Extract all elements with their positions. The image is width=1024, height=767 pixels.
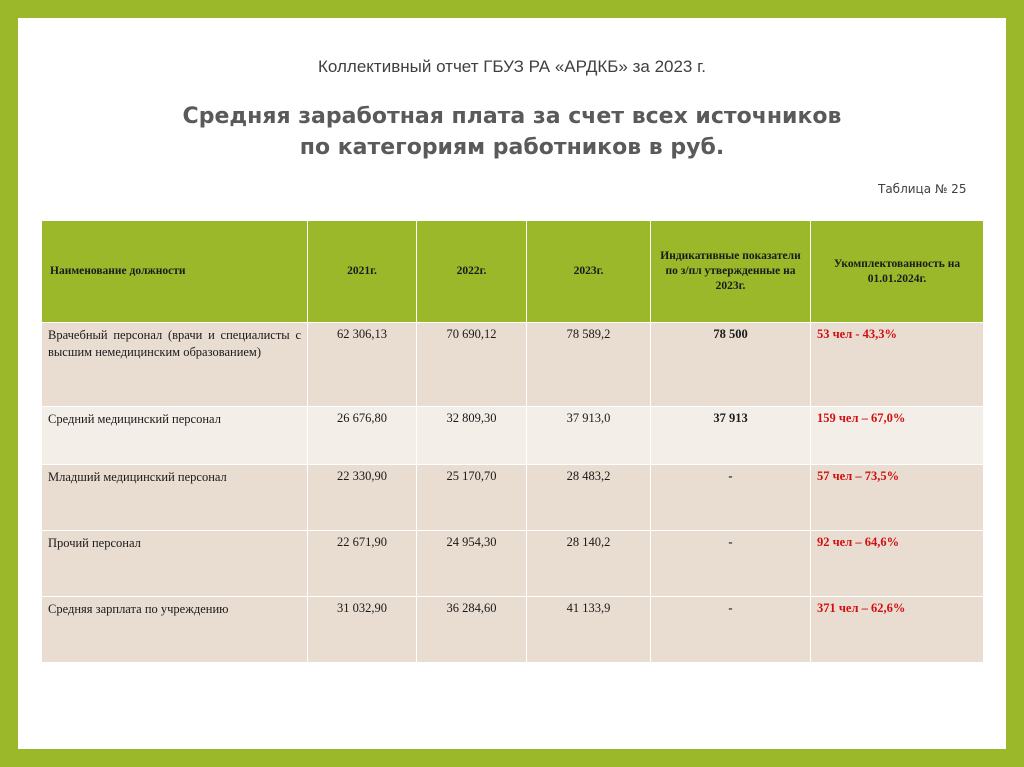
column-header-position: Наименование должности: [42, 221, 308, 323]
table-row: [42, 323, 984, 407]
report-title: Коллективный отчет ГБУЗ РА «АРДКБ» за 2023 г.: [318, 57, 706, 76]
cell-staffing: 371 чел – 62,6%: [811, 597, 984, 663]
main-title-line-2: по категориям работников в руб.: [299, 135, 725, 160]
cell-indicative: -: [651, 531, 811, 597]
cell-2023: 28 483,2: [527, 465, 651, 531]
cell-2023: 41 133,9: [527, 597, 651, 663]
cell-staffing: 53 чел - 43,3%: [811, 323, 984, 407]
cell-staffing: 159 чел – 67,0%: [811, 407, 984, 465]
table-number: Таблица № 25: [878, 182, 967, 196]
cell-staffing: 57 чел – 73,5%: [811, 465, 984, 531]
table-row: [42, 407, 984, 465]
cell-2023: 37 913,0: [527, 407, 651, 465]
cell-2021: 31 032,90: [308, 597, 417, 663]
cell-indicative: -: [651, 465, 811, 531]
cell-2022: 24 954,30: [417, 531, 527, 597]
table-row: [42, 465, 984, 531]
column-header-2023: 2023г.: [527, 221, 651, 323]
table-header-row: [42, 221, 984, 323]
cell-indicative: -: [651, 597, 811, 663]
cell-2023: 28 140,2: [527, 531, 651, 597]
cell-2021: 22 330,90: [308, 465, 417, 531]
cell-position: Прочий персонал: [42, 531, 308, 597]
cell-2021: 26 676,80: [308, 407, 417, 465]
table-row: [42, 597, 984, 663]
cell-indicative: 37 913: [651, 407, 811, 465]
column-header-staffing: Укомплектованность на 01.01.2024г.: [811, 221, 984, 323]
cell-2022: 70 690,12: [417, 323, 527, 407]
main-title-line-1: Средняя заработная плата за счет всех источников: [182, 104, 842, 129]
cell-2022: 36 284,60: [417, 597, 527, 663]
column-header-2022: 2022г.: [417, 221, 527, 323]
table-row: [42, 531, 984, 597]
cell-position: Младший медицинский персонал: [42, 465, 308, 531]
cell-2023: 78 589,2: [527, 323, 651, 407]
salary-table: [41, 220, 984, 663]
cell-position: Средняя зарплата по учреждению: [42, 597, 308, 663]
cell-2021: 22 671,90: [308, 531, 417, 597]
cell-staffing: 92 чел – 64,6%: [811, 531, 984, 597]
cell-position: Врачебный персонал (врачи и специалисты с высшим немедицинским образованием): [42, 323, 308, 407]
column-header-2021: 2021г.: [308, 221, 417, 323]
cell-indicative: 78 500: [651, 323, 811, 407]
column-header-indicative: Индикативные показатели по з/пл утвержденные на 2023г.: [651, 221, 811, 323]
main-title: [0, 101, 1024, 163]
cell-2022: 32 809,30: [417, 407, 527, 465]
cell-2022: 25 170,70: [417, 465, 527, 531]
cell-2021: 62 306,13: [308, 323, 417, 407]
cell-position: Средний медицинский персонал: [42, 407, 308, 465]
